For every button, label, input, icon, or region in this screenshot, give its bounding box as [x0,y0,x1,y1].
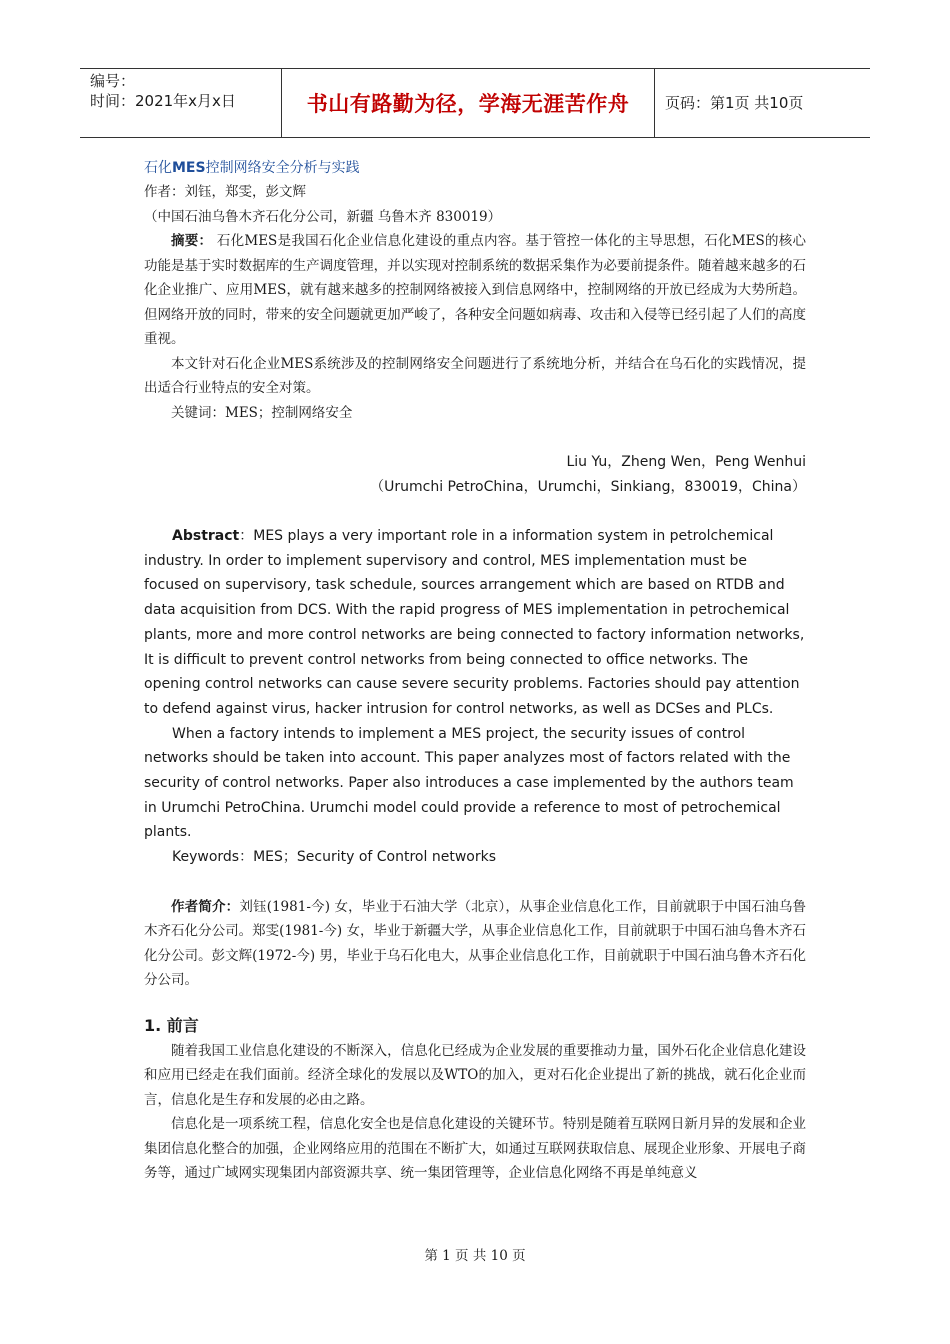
section-1-paragraph-1: 随着我国工业信息化建设的不断深入，信息化已经成为企业发展的重要推动力量，国外石化企业信息化建设和应用已经走在我们面前。经济全球化的发展以及WTO的加入，更对石化企业提出了新的挑战，就石化企业而言，信息化是生存和发展的必由之路。 [144,1042,806,1108]
article-body [144,156,806,1186]
article-title: 石化MES控制网络安全分析与实践 [144,160,360,176]
header-left-cell [80,69,281,137]
page-footer: 第 1 页 共 10 页 [424,1248,526,1264]
author-bio-label: 作者简介： [171,898,240,915]
section-1-paragraph-2: 信息化是一项系统工程，信息化安全也是信息化建设的关键环节。特别是随着互联网日新月异的发展和企业集团信息化整合的加强，企业网络应用的范围在不断扩大，如通过互联网获取信息、展现企业形象、开展电子商务等，通过广域网实现集团内部资源共享、统一集团管理等，企业信息化网络不再是单纯意义 [144,1116,806,1182]
header-motto: 书山有路勤为径，学海无涯苦作舟 [306,91,630,116]
english-authors: Liu Yu，Zheng Wen，Peng Wenhui [566,454,806,470]
english-keywords: Keywords：MES；Security of Control networks [172,849,496,866]
abstract-paragraph-1: 摘要： 石化MES是我国石化企业信息化建设的重点内容。基于管控一体化的主导思想，石化MES的核心功能是基于实时数据库的生产调度管理，并以实现对控制系统的数据采集作为必要前提条件。随着越来越多的石化企业推广、应用MES，就有越来越多的控制网络被接入到信息网络中，控制网络的开放已经成为大势所趋。但网络开放的同时，带来的安全问题就更加严峻了，各种安全问题如病毒、攻击和入侵等已经引起了人们的高度重视。 [144,233,806,347]
article-authors: 作者：刘钰，郑雯，彭文辉 [144,184,306,200]
english-abstract-label: Abstract [172,528,240,544]
english-abstract-paragraph-2: When a factory intends to implement a MES project, the security issues of control networks should be taken into account. This paper analyzes most of factors related with the security of control networks. Paper also introduces a case implemented by the authors team in Urumchi PetroChina. Urumchi model could provide a reference to most of petrochemical plants. [144,725,794,841]
english-affiliation: （Urumchi PetroChina，Urumchi，Sinkiang，830019，China） [370,478,806,495]
page-header [80,68,870,138]
abstract-paragraph-2: 本文针对石化企业MES系统涉及的控制网络安全问题进行了系统地分析，并结合在乌石化的实践情况，提出适合行业特点的安全对策。 [144,355,806,396]
keywords-cn: 关键词：MES；控制网络安全 [171,404,353,421]
article-affiliation: （中国石油乌鲁木齐石化分公司，新疆 乌鲁木齐 830019） [144,208,502,225]
header-motto-cell [281,69,655,137]
section-1-heading: 1. 前言 [144,1015,199,1035]
document-number-label: 编号： [90,72,136,90]
author-bio: 作者简介：刘钰(1981-今) 女，毕业于石油大学（北京），从事企业信息化工作，目前就职于中国石油乌鲁木齐石化分公司。郑雯(1981-今) 女，毕业于新疆大学，从事企业信息化工作，目前就职于中国石油乌鲁木齐石化分公司。彭文辉(1972-今) 男，毕业于乌石化电大，从事企业信息化工作，目前就职于中国石油乌鲁木齐石化分公司。 [144,898,806,989]
abstract-label: 摘要： [171,233,213,249]
header-page-info: 页码：第1页 共10页 [665,94,804,112]
english-abstract-paragraph-1: Abstract：MES plays a very important role in a information system in petrolchemical industry. In order to implement supervisory and control, MES implementation must be focused on supervisory, task schedule, sources arrangement which are based on RTDB and data acquisition from DCS. With the rapid progress of MES implementation in petrochemical plants, more and more control networks are being connected to factory information networks, It is difficult to prevent control networks from being connected to office networks. The opening control networks can cause severe security problems. Factories should pay attention to defend against virus, hacker intrusion for control networks, as well as DCSes and PLCs. [144,528,805,717]
document-date: 时间：2021年x月x日 [90,92,236,110]
